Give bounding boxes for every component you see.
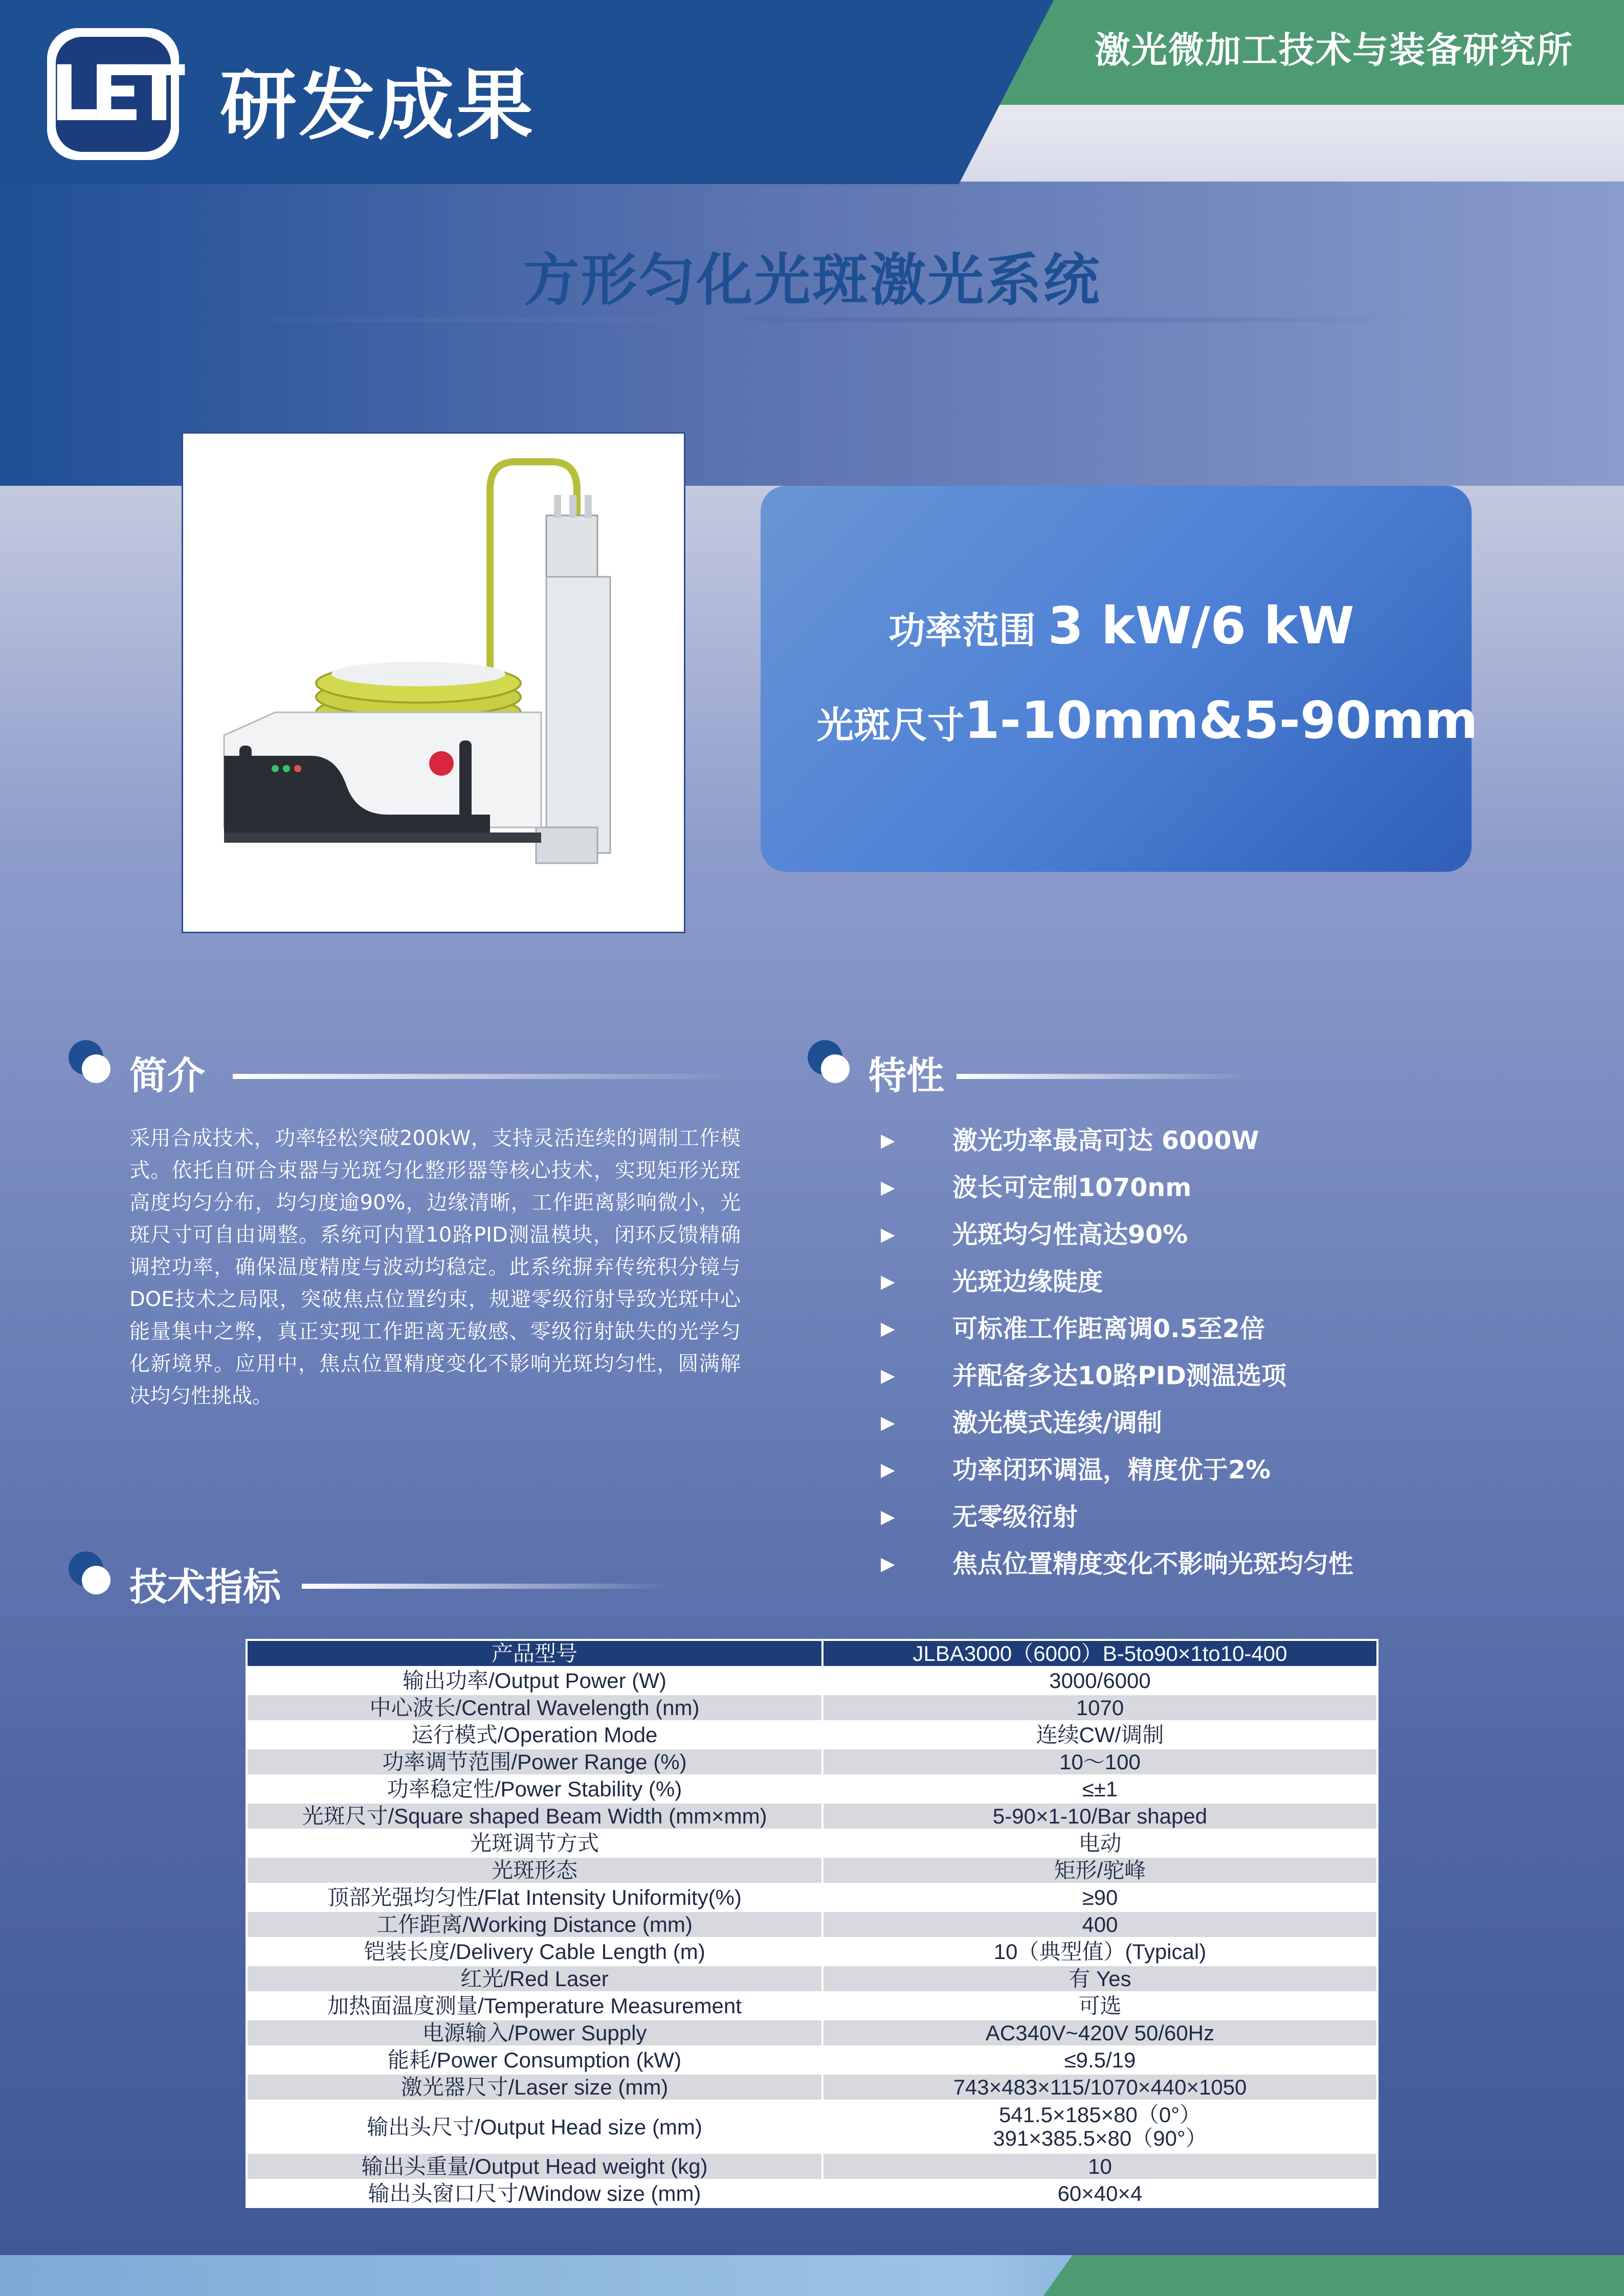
feature-item [881,1258,1353,1305]
feature-item [881,1211,1353,1258]
feature-item [881,1494,1353,1541]
feature-text: 激光功率最高可达 6000W [952,1126,1259,1155]
spec-label: 功率稳定性/Power Stability (%) [247,1775,822,1803]
spot-size-value: 1-10mm&5-90mm [964,690,1478,750]
feature-item [881,1117,1353,1164]
spec-value: 可选 [822,1992,1377,2019]
spec-table [246,1639,1378,2208]
table-row [247,1911,1377,1938]
feature-text: 激光模式连续/调制 [952,1408,1162,1437]
table-header-cell: 产品型号 [247,1640,822,1667]
table-row [247,1694,1377,1721]
spec-value-line: 541.5×185×80（0°） [998,2103,1202,2127]
spec-label: 顶部光强均匀性/Flat Intensity Uniformity(%) [247,1884,822,1911]
table-row [247,1938,1377,1965]
logo [47,28,179,160]
spec-label: 光斑形态 [247,1857,822,1884]
feature-text: 光斑边缘陡度 [952,1267,1103,1296]
features-title: 特性 [869,1054,944,1098]
feature-text: 无零级衍射 [952,1502,1078,1532]
specs-title: 技术指标 [129,1565,281,1609]
power-range [888,596,1354,656]
spot-size-label: 光斑尺寸 [817,704,965,747]
triangle-bullet-icon: ▶ [881,1130,895,1151]
triangle-bullet-icon: ▶ [881,1412,895,1433]
spec-label: 红光/Red Laser [247,1965,822,1992]
triangle-bullet-icon: ▶ [881,1459,895,1480]
table-row [247,1884,1377,1911]
intro-rule [233,1074,734,1079]
spec-value: 5-90×1-10/Bar shaped [822,1803,1377,1830]
institute-name: 激光微加工技术与装备研究所 [1095,29,1573,71]
features-rule [956,1074,1248,1079]
feature-item [881,1164,1353,1211]
feature-text: 波长可定制1070nm [952,1173,1192,1202]
specs-heading [66,1549,113,1597]
product-image [182,432,685,933]
triangle-bullet-icon: ▶ [881,1365,895,1386]
spec-value [822,2101,1377,2153]
header-title: 研发成果 [220,61,536,150]
power-range-value: 3 kW/6 kW [1048,596,1354,656]
spec-value: 60×40×4 [822,2180,1377,2207]
table-row [247,2019,1377,2046]
table-row [247,1830,1377,1857]
spec-value: 3000/6000 [822,1667,1377,1694]
table-row [247,1775,1377,1803]
feature-item [881,1305,1353,1353]
table-row [247,1992,1377,2019]
footer-green-tab [1043,2255,1624,2296]
spec-value: 400 [822,1911,1377,1938]
spec-label: 功率调节范围/Power Range (%) [247,1748,822,1775]
spec-label: 激光器尺寸/Laser size (mm) [247,2074,822,2101]
logo-text: LET [56,37,171,152]
triangle-bullet-icon: ▶ [881,1177,895,1198]
triangle-bullet-icon: ▶ [881,1554,895,1574]
intro-heading [66,1038,113,1086]
spec-label: 输出头重量/Output Head weight (kg) [247,2153,822,2180]
power-range-label: 功率范围 [888,609,1036,652]
feature-item [881,1447,1353,1494]
table-row [247,1667,1377,1694]
table-row [247,2153,1377,2180]
table-row [247,2074,1377,2101]
feature-text: 并配备多达10路PID测温选项 [952,1361,1287,1390]
feature-text: 功率闭环调温，精度优于2% [952,1455,1271,1484]
table-row [247,1748,1377,1775]
page-title: 方形匀化光斑激光系统 [523,247,1101,313]
spec-value: 10～100 [822,1748,1377,1775]
table-row [247,1721,1377,1748]
spec-value: 1070 [822,1694,1377,1721]
table-header-cell: JLBA3000（6000）B-5to90×1to10-400 [822,1640,1377,1667]
spec-label: 能耗/Power Consumption (kW) [247,2046,822,2074]
feature-text: 焦点位置精度变化不影响光斑均匀性 [952,1549,1354,1579]
spec-label: 输出功率/Output Power (W) [247,1667,822,1694]
table-row [247,2180,1377,2207]
title-underline [215,317,1412,322]
feature-text: 光斑均匀性高达90% [952,1220,1188,1249]
table-row [247,1965,1377,1992]
spec-value: 连续CW/调制 [822,1721,1377,1748]
spec-label: 铠装长度/Delivery Cable Length (m) [247,1938,822,1965]
spec-value: ≤9.5/19 [822,2046,1377,2074]
table-row [247,1857,1377,1884]
spec-label: 光斑尺寸/Square shaped Beam Width (mm×mm) [247,1803,822,1830]
triangle-bullet-icon: ▶ [881,1271,895,1292]
feature-item [881,1353,1353,1400]
spot-size [817,690,1478,750]
key-spec-box [761,486,1478,872]
section-bullet-icon [66,1549,113,1595]
table-row [247,1803,1377,1830]
spec-value: 10（典型值）(Typical) [822,1938,1377,1965]
features-heading [806,1038,852,1086]
spec-value: 10 [822,2153,1377,2180]
spec-label: 运行模式/Operation Mode [247,1721,822,1748]
triangle-bullet-icon: ▶ [881,1224,895,1245]
spec-value: 矩形/驼峰 [822,1857,1377,1884]
spec-value: ≤±1 [822,1775,1377,1803]
spec-label: 电源输入/Power Supply [247,2019,822,2046]
intro-text: 采用合成技术，功率轻松突破200kW，支持灵活连续的调制工作模式。依托自研合束器与光斑匀化整形器等核心技术，实现矩形光斑高度均匀分布，均匀度逾90%，边缘清晰，工作距离影响微小，光斑尺寸可自由调整。系统可内置10路PID测温模块，闭环反馈精确调控功率，确保温度精度与波动均稳定。此系统摒弃传统积分镜与DOE技术之局限，突破焦点位置约束，规避零级衍射导致光斑中心能量集中之弊，真正实现工作距离无敏感、零级衍射缺失的光学匀化新境界。应用中，焦点位置精度变化不影响光斑均匀性，圆满解决均匀性挑战。 [129,1127,741,1408]
table-row [247,2101,1377,2153]
specs-rule [302,1584,670,1589]
triangle-bullet-icon: ▶ [881,1506,895,1527]
feature-item [881,1541,1354,1588]
section-bullet-icon [806,1038,852,1084]
spec-value: AC340V~420V 50/60Hz [822,2019,1377,2046]
spec-label: 光斑调节方式 [247,1830,822,1857]
feature-list [881,1117,1354,1588]
spec-value: 743×483×115/1070×440×1050 [822,2074,1377,2101]
spec-label: 输出头尺寸/Output Head size (mm) [247,2101,822,2153]
spec-label: 中心波长/Central Wavelength (nm) [247,1694,822,1721]
spec-value: 电动 [822,1830,1377,1857]
spec-value: 有 Yes [822,1965,1377,1992]
intro-title: 简介 [129,1054,205,1098]
spec-label: 输出头窗口尺寸/Window size (mm) [247,2180,822,2207]
section-bullet-icon [66,1038,113,1084]
table-header-row [247,1640,1377,1667]
table-row [247,2046,1377,2074]
spec-value: ≥90 [822,1884,1377,1911]
laser-system-illustration [183,434,684,932]
triangle-bullet-icon: ▶ [881,1318,895,1339]
feature-text: 可标准工作距离调0.5至2倍 [952,1314,1265,1343]
feature-item [881,1400,1353,1447]
spec-label: 加热面温度测量/Temperature Measurement [247,1992,822,2019]
spec-value-line: 391×385.5×80（90°） [993,2126,1207,2150]
spec-label: 工作距离/Working Distance (mm) [247,1911,822,1938]
